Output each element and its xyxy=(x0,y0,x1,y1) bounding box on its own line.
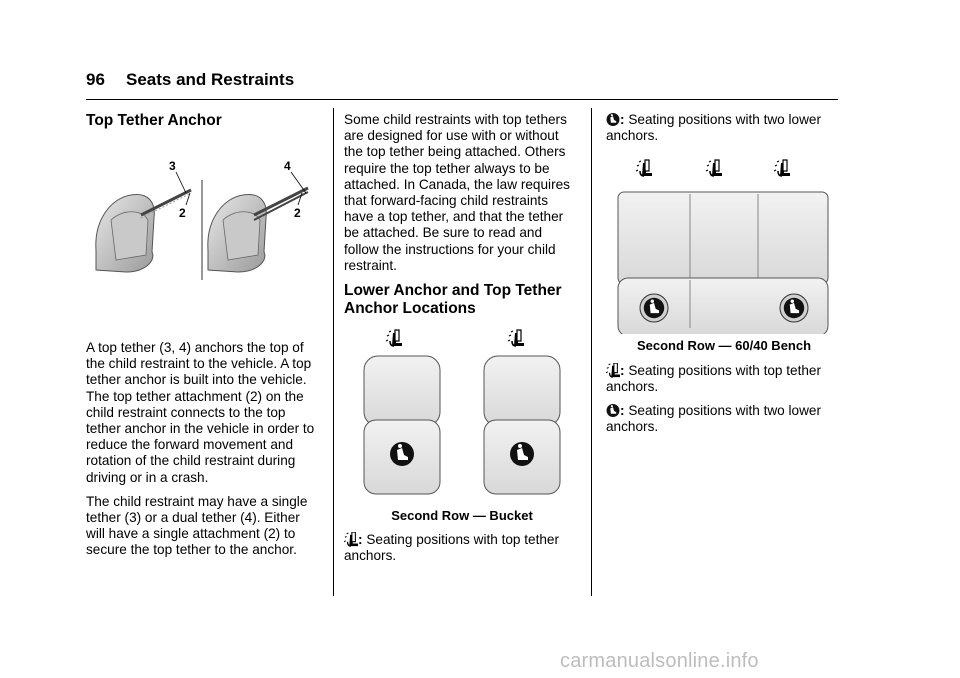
paragraph: Some child restraints with top tethers are designed for use with or without the top tether being attached. Others require the top tether always to be attached. In Canada, the law requires that forward-facing child restraints have a top tether, and that the tether be attached. Be sure to read and follow the instructions for your child restraint. xyxy=(344,112,570,273)
left-column xyxy=(86,112,322,567)
section-heading: Lower Anchor and Top Tether Anchor Locations xyxy=(344,282,562,318)
legend-item: : Seating positions with top tether anchors. xyxy=(606,362,822,394)
paragraph: The child restraint may have a single tether (3) or a dual tether (4). Either will have a single attachment (2) to secure the top tether to the anchor. xyxy=(86,493,308,558)
watermark: carmanualsonline.info xyxy=(560,650,759,672)
right-column xyxy=(606,112,842,443)
figure-label: 2 xyxy=(179,206,186,220)
section-title: Seats and Restraints xyxy=(126,70,295,89)
lower-anchor-icon xyxy=(510,442,534,466)
legend-item: : Seating positions with two lower anchors. xyxy=(606,112,821,144)
lower-anchor-icon xyxy=(606,403,620,418)
figure-label: 3 xyxy=(169,160,176,173)
page-number: 96 xyxy=(86,70,105,89)
top-tether-icon xyxy=(606,363,620,378)
page-header xyxy=(86,70,294,90)
figure-caption: Second Row — 60/40 Bench xyxy=(636,338,812,354)
top-tether-icon xyxy=(774,160,790,176)
top-tether-icon xyxy=(386,330,402,346)
bucket-seat-left xyxy=(364,356,440,494)
child-seat-right xyxy=(208,188,308,272)
lower-anchor-icon xyxy=(780,294,808,322)
child-seat-left xyxy=(96,180,202,280)
figure-caption: Second Row — Bucket xyxy=(391,508,533,524)
bucket-seat-right xyxy=(484,356,560,494)
legend-item: : Seating positions with two lower anchors. xyxy=(606,403,821,435)
column-divider xyxy=(591,108,592,596)
figure-label: 4 xyxy=(284,160,291,173)
lower-anchor-icon xyxy=(640,294,668,322)
top-tether-icon xyxy=(706,160,722,176)
top-tether-icon xyxy=(508,330,524,346)
top-tether-icon xyxy=(344,532,358,547)
middle-column xyxy=(344,112,580,573)
column-divider xyxy=(333,108,334,596)
header-rule xyxy=(86,99,838,100)
child-seat-illustration xyxy=(86,160,322,290)
figure-label: 2 xyxy=(294,206,301,220)
legend-item: : Seating positions with top tether anchors. xyxy=(344,532,560,564)
bench-seat-illustration xyxy=(606,152,842,334)
lower-anchor-icon xyxy=(606,112,620,127)
paragraph: A top tether (3, 4) anchors the top of the child restraint to the vehicle. A top tether anchor is built into the vehicle. The top tether attachment (2) on the child restraint connects to the top tether anchor in the vehicle in order to reduce the forward movement and rotation of the child restraint during driving or in a crash. xyxy=(86,340,315,485)
bucket-seats-illustration xyxy=(344,326,580,496)
section-heading: Top Tether Anchor xyxy=(86,112,222,129)
lower-anchor-icon xyxy=(390,442,414,466)
top-tether-icon xyxy=(636,160,652,176)
